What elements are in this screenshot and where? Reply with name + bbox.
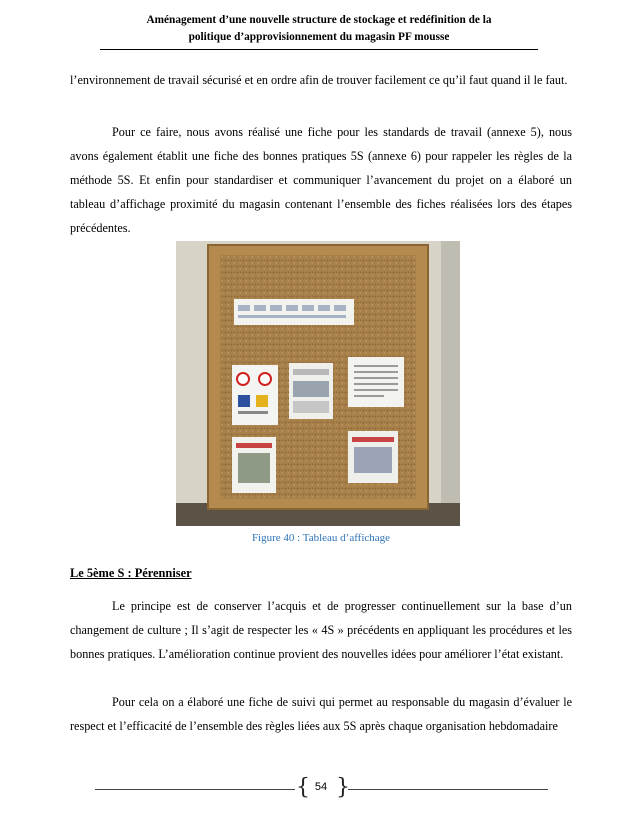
paragraph-1: l’environnement de travail sécurisé et en ordre afin de trouver facilement ce qu’il faut quand il le faut.: [70, 73, 568, 87]
paragraph-3: Le principe est de conserver l’acquis et de progresser continuellement sur la base d’un changement de culture ; Il s’agit de respecter les « 4S » précédents en appliquant les procédures et les bonnes pratiques. L’amélioration continue provient des nouvelles idées pour améliorer l’état existant.: [70, 599, 572, 661]
footer-rule-right: [348, 789, 548, 790]
right-brace-ornament: }: [336, 775, 350, 800]
paragraph-2: Pour ce faire, nous avons réalisé une fiche pour les standards de travail (annexe 5), nous avons également établit une fiche des bonnes pratiques 5S (annexe 6) pour rappeler les règles de la méthode 5S. Et enfin pour standardiser et communiquer l’avancement du projet on a élaboré un tableau d’affichage proximité du magasin contenant l’ensemble des fiches réalisées lors des étapes précédentes.: [70, 125, 572, 235]
running-header-line-2: politique d’approvisionnement du magasin PF mousse: [188, 31, 450, 43]
paragraph-4: Pour cela on a élaboré une fiche de suivi qui permet au responsable du magasin d’évaluer le respect et l’efficacité de l’ensemble des règles liées aux 5S après chaque organisation hebdomadaire: [70, 695, 572, 733]
left-brace-ornament: {: [296, 775, 310, 800]
running-header: [95, 12, 543, 46]
section-heading: Le 5ème S : Pérenniser: [70, 566, 192, 580]
running-header-line-1: Aménagement d’une nouvelle structure de stockage et redéfinition de la: [146, 14, 492, 26]
figure-caption: Figure 40 : Tableau d’affichage: [251, 532, 391, 544]
page-number: 54: [314, 781, 328, 793]
bulletin-board-illustration: [176, 241, 460, 526]
bulletin-board-photo: [176, 241, 460, 526]
footer-rule-left: [95, 789, 295, 790]
header-rule: [100, 49, 538, 50]
